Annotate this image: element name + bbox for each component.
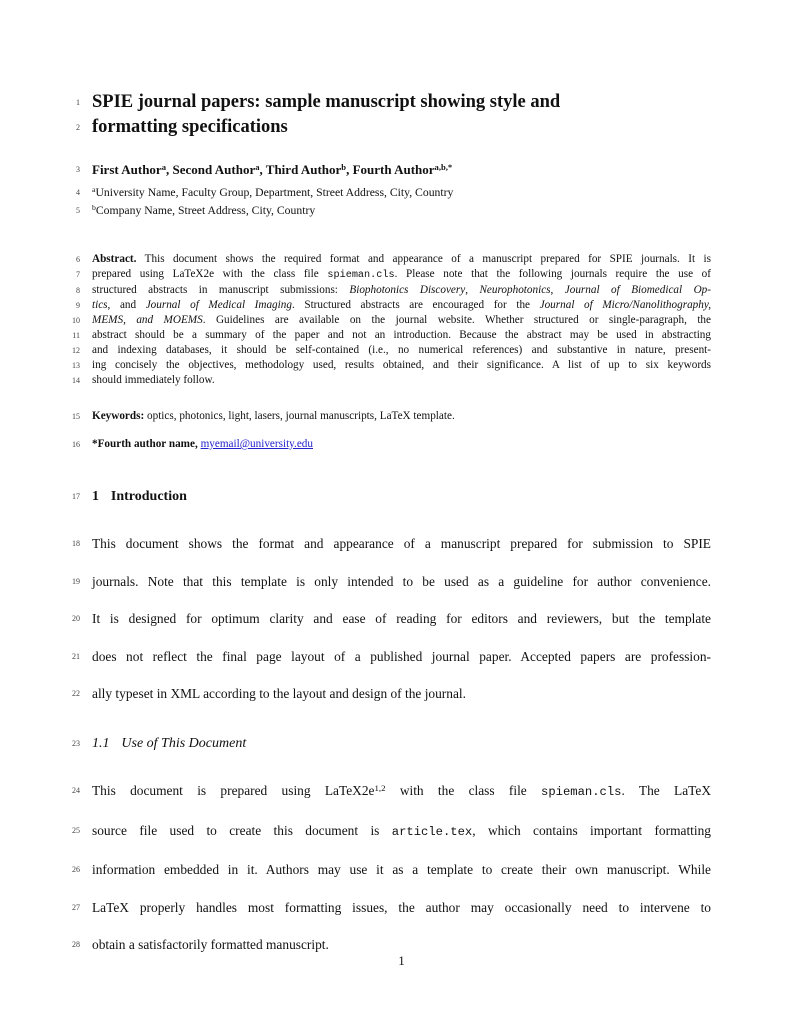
text-segment: Journal of Micro/Nanolithography, — [539, 299, 711, 311]
text-segment: First Author — [92, 162, 162, 177]
line-number: 1 — [76, 98, 80, 107]
text-segment: *Fourth author name, — [92, 438, 201, 450]
line-number: 21 — [72, 651, 80, 661]
line-number: 13 — [72, 361, 80, 370]
text-segment: , Second Author — [166, 162, 256, 177]
line-number: 3 — [76, 165, 80, 174]
line-text — [92, 184, 711, 202]
block-subsection — [72, 735, 711, 753]
block-abstract — [72, 252, 711, 388]
manuscript-line — [76, 90, 711, 115]
text-segment: a — [255, 161, 260, 172]
text-segment: formatting specifications — [92, 117, 288, 137]
text-segment: . Guidelines are available on the journal website. Whether structured or single-paragraph, the — [202, 314, 711, 326]
line-number: 8 — [76, 286, 80, 295]
manuscript-line — [72, 563, 711, 601]
line-text — [92, 437, 711, 452]
line-number: 20 — [72, 614, 80, 624]
line-number: 28 — [72, 940, 80, 950]
block-title — [76, 90, 711, 140]
manuscript-line — [76, 115, 711, 140]
text-segment: . Structured abstracts are encouraged for the — [291, 299, 540, 311]
line-number: 16 — [72, 440, 80, 449]
text-segment: This document is prepared using LaTeX2e — [92, 782, 375, 798]
text-segment: prepared using LaTeX2e with the class file — [92, 268, 328, 280]
line-number: 24 — [72, 785, 80, 795]
line-number: 18 — [72, 539, 80, 548]
line-text — [92, 772, 711, 812]
manuscript-line — [72, 358, 711, 373]
line-number: 25 — [72, 825, 80, 835]
text-segment: , which contains important formatting — [472, 822, 711, 838]
line-text — [92, 638, 711, 676]
manuscript-content — [72, 0, 711, 964]
manuscript-line — [76, 267, 711, 283]
line-number: 17 — [72, 492, 80, 501]
text-segment: . The LaTeX — [621, 782, 711, 798]
text-segment: Introduction — [110, 489, 187, 504]
manuscript-line — [72, 851, 711, 889]
manuscript-line — [72, 525, 711, 563]
text-segment: structured abstracts in manuscript submissions: — [92, 284, 350, 296]
block-corr — [72, 437, 711, 452]
text-segment: ally typeset in XML according to the layout and design of the journal. — [92, 686, 466, 702]
manuscript-line — [76, 252, 711, 267]
line-text — [92, 267, 711, 283]
text-segment: spieman.cls — [541, 784, 622, 799]
manuscript-line — [72, 735, 711, 753]
line-text — [92, 202, 711, 220]
text-segment: abstract should be a summary of the paper and not an introduction. Because the abstract may be used in abstracting — [92, 329, 711, 341]
text-segment: It is designed for optimum clarity and ease of reading for editors and reviewers, but the template — [92, 611, 711, 627]
text-segment: MEMS, and MOEMS — [92, 314, 203, 326]
text-segment: University Name, Faculty Group, Department, Street Address, City, Country — [95, 186, 454, 199]
text-segment: b — [92, 203, 96, 213]
block-keywords — [72, 409, 711, 424]
text-segment: Journal of Medical Imaging — [145, 299, 292, 311]
manuscript-line — [72, 437, 711, 452]
text-segment: obtain a satisfactorily formatted manuscript. — [92, 937, 329, 953]
text-segment: , Third Author — [259, 162, 342, 177]
line-text — [92, 115, 711, 140]
line-text — [92, 851, 711, 889]
text-segment: Keywords: — [92, 410, 145, 422]
block-body — [72, 772, 711, 964]
text-segment: Neurophotonics — [479, 284, 551, 296]
text-segment: 1.1 — [92, 735, 110, 751]
manuscript-line — [72, 328, 711, 343]
text-segment: Use of This Document — [121, 735, 247, 751]
line-text — [92, 328, 711, 343]
text-segment: a — [161, 161, 166, 172]
line-text — [92, 488, 711, 506]
text-segment: does not reflect the final page layout of a published journal paper. Accepted papers are profession- — [92, 648, 711, 664]
manuscript-line — [72, 600, 711, 638]
line-text — [92, 675, 711, 713]
line-number: 12 — [72, 346, 80, 355]
text-segment: This document shows the required format and appearance of a manuscript prepared for SPIE journals. It is — [136, 253, 711, 265]
line-number: 27 — [72, 902, 80, 912]
text-segment: source file used to create this document is — [92, 822, 392, 838]
text-segment: Journal of Biomedical Op- — [564, 284, 711, 296]
manuscript-line — [76, 161, 711, 179]
line-number: 4 — [76, 188, 80, 197]
text-segment: information embedded in it. Authors may use it as a template to create their own manuscript. While — [92, 862, 711, 878]
text-segment: SPIE journal papers: sample manuscript showing style and — [92, 92, 561, 112]
manuscript-line — [72, 675, 711, 713]
line-text — [92, 889, 711, 927]
text-segment: Biophotonics Discovery — [349, 284, 466, 296]
text-segment: ing concisely the objectives, methodology used, results obtained, and their significance. A list of up to six keywords — [92, 359, 711, 371]
text-segment: Abstract. — [92, 253, 137, 265]
line-text — [92, 90, 711, 115]
line-number: 23 — [72, 738, 80, 748]
text-segment: LaTeX properly handles most formatting issues, the author may occasionally need to intervene to — [92, 899, 711, 915]
text-segment: 1,2 — [374, 782, 386, 793]
line-number: 6 — [76, 255, 80, 264]
text-segment: article.tex — [391, 824, 473, 839]
line-number: 15 — [72, 412, 80, 421]
manuscript-line — [72, 488, 711, 506]
line-number: 19 — [72, 576, 80, 586]
line-number: 26 — [72, 865, 80, 875]
email-link[interactable]: myemail@university.edu — [200, 438, 313, 450]
text-segment: , — [465, 284, 480, 296]
line-number: 7 — [76, 270, 80, 279]
line-text — [92, 409, 711, 424]
text-segment: , — [550, 284, 565, 296]
manuscript-line — [72, 409, 711, 424]
manuscript-line — [76, 184, 711, 202]
manuscript-line — [72, 889, 711, 927]
line-text — [92, 600, 711, 638]
line-text — [92, 525, 711, 563]
line-text — [92, 313, 711, 328]
text-segment: with the class file — [385, 782, 542, 798]
line-text — [92, 563, 711, 601]
manuscript-line — [76, 283, 711, 298]
text-segment: and indexing databases, it should be self-contained (i.e., no numerical references) and substantive in nature, present- — [92, 344, 711, 356]
line-text — [92, 343, 711, 358]
line-text — [92, 162, 711, 179]
block-byline — [76, 161, 711, 179]
line-number: 10 — [72, 316, 80, 325]
block-section — [72, 488, 711, 506]
line-text — [92, 298, 711, 313]
manuscript-line — [76, 298, 711, 313]
manuscript-line — [72, 638, 711, 676]
manuscript-line — [76, 202, 711, 220]
manuscript-line — [72, 772, 711, 812]
block-affil — [76, 184, 711, 220]
text-segment: This document shows the format and appearance of a manuscript prepared for submission to SPIE — [92, 536, 711, 551]
text-segment: . Please note that the following journals require the use of — [394, 268, 711, 280]
line-number: 14 — [72, 376, 80, 385]
text-segment: optics, photonics, light, lasers, journal manuscripts, LaTeX template. — [144, 410, 455, 422]
text-segment: a — [92, 185, 96, 195]
text-segment: spieman.cls — [327, 270, 395, 281]
text-segment: should immediately follow. — [92, 374, 215, 386]
line-number: 5 — [76, 206, 80, 215]
line-text — [92, 812, 711, 852]
line-text — [92, 283, 711, 298]
manuscript-line — [72, 812, 711, 852]
text-segment: b — [341, 161, 347, 172]
text-segment: , Fourth Author — [346, 162, 435, 177]
manuscript-line — [72, 373, 711, 388]
manuscript-line — [72, 343, 711, 358]
line-number: 11 — [72, 331, 80, 340]
line-number: 2 — [76, 123, 80, 132]
text-segment: journals. Note that this template is only intended to be used as a guideline for author convenience. — [92, 573, 711, 589]
page-number: 1 — [398, 953, 405, 968]
line-text — [92, 735, 711, 753]
line-text — [92, 373, 711, 388]
line-text — [92, 358, 711, 373]
line-number: 22 — [72, 689, 80, 699]
line-number: 9 — [76, 301, 80, 310]
text-segment: Company Name, Street Address, City, Country — [95, 204, 316, 217]
manuscript-line — [72, 313, 711, 328]
block-body — [72, 525, 711, 713]
text-segment: 1 — [92, 489, 99, 504]
text-segment: , and — [107, 299, 146, 311]
text-segment: a,b,* — [434, 161, 453, 172]
text-segment: tics — [92, 299, 108, 311]
line-text — [92, 252, 711, 267]
